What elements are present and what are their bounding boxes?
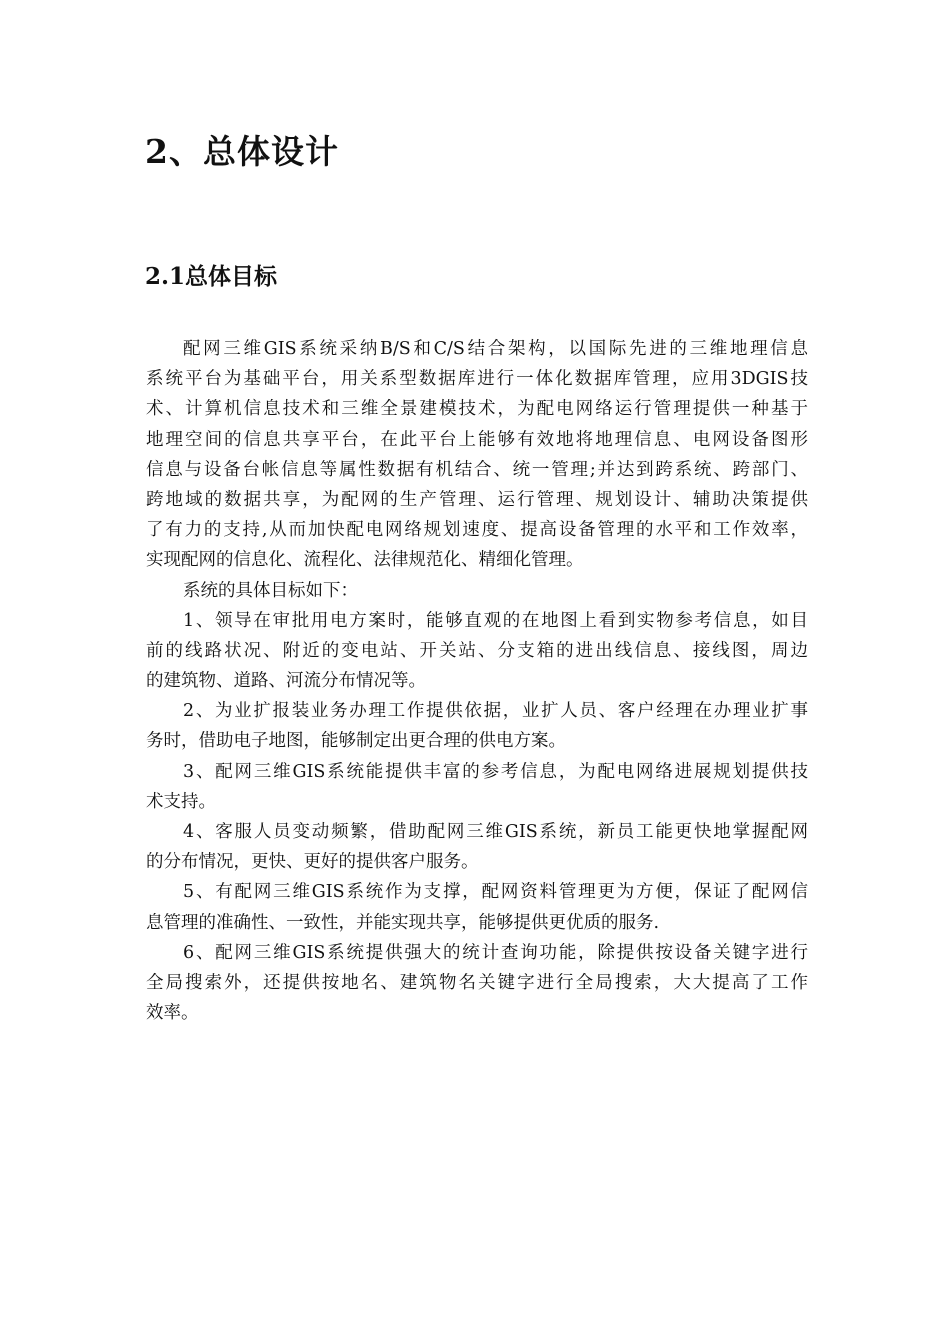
paragraph-line: 的建筑物、道路、河流分布情况等。 — [146, 671, 426, 692]
body-text — [146, 334, 808, 1028]
paragraph-line: 全局搜索外，还提供按地名、建筑物名关键字进行全局搜索，大大提高了工作 — [146, 972, 808, 993]
paragraph-line: 系统的具体目标如下： — [183, 580, 358, 601]
paragraph-line: 1、领导在审批用电方案时，能够直观的在地图上看到实物参考信息，如目 — [183, 610, 808, 631]
paragraph-line: 4、客服人员变动频繁，借助配网三维GIS系统，新员工能更快地掌握配网 — [183, 822, 808, 842]
paragraph-line: 配网三维GIS系统采纳B/S和C/S结合架构，以国际先进的三维地理信息 — [183, 339, 808, 359]
paragraph-line: 3、配网三维GIS系统能提供丰富的参考信息，为配电网络进展规划提供技 — [183, 761, 808, 782]
paragraph-line: 2、为业扩报装业务办理工作提供依据，业扩人员、客户经理在办理业扩事 — [183, 701, 808, 722]
paragraph-line: 实现配网的信息化、流程化、法律规范化、精细化管理。 — [146, 550, 584, 571]
paragraph-line: 术、计算机信息技术和三维全景建模技术，为配电网络运行管理提供一种基于 — [146, 399, 808, 420]
paragraph-line: 6、配网三维GIS系统提供强大的统计查询功能，除提供按设备关键字进行 — [183, 942, 808, 963]
paragraph-line: 跨地域的数据共享，为配网的生产管理、运行管理、规划设计、辅助决策提供 — [146, 489, 808, 510]
paragraph-line: 系统平台为基础平台，用关系型数据库进行一体化数据库管理，应用3DGIS技 — [146, 369, 808, 390]
section-heading: 2.1总体目标 — [145, 263, 278, 290]
paragraph-line: 了有力的支持,从而加快配电网络规划速度、提高设备管理的水平和工作效率， — [146, 520, 808, 541]
paragraph-line: 务时，借助电子地图，能够制定出更合理的供电方案。 — [146, 731, 566, 752]
paragraph-line: 的分布情况，更快、更好的提供客户服务。 — [146, 852, 479, 873]
chapter-heading: 2、总体设计 — [145, 132, 339, 171]
paragraph-line: 术支持。 — [146, 791, 216, 812]
paragraph-line: 前的线路状况、附近的变电站、开关站、分支箱的进出线信息、接线图，周边 — [146, 640, 808, 661]
paragraph-line: 地理空间的信息共享平台，在此平台上能够有效地将地理信息、电网设备图形 — [146, 429, 808, 450]
paragraph-line: 息管理的准确性、一致性，并能实现共享，能够提供更优质的服务. — [146, 912, 660, 933]
paragraph-line: 效率。 — [146, 1003, 199, 1024]
paragraph-line: 信息与设备台帐信息等属性数据有机结合、统一管理;并达到跨系统、跨部门、 — [146, 459, 808, 480]
paragraph-line: 5、有配网三维GIS系统作为支撑，配网资料管理更为方便，保证了配网信 — [183, 882, 808, 903]
